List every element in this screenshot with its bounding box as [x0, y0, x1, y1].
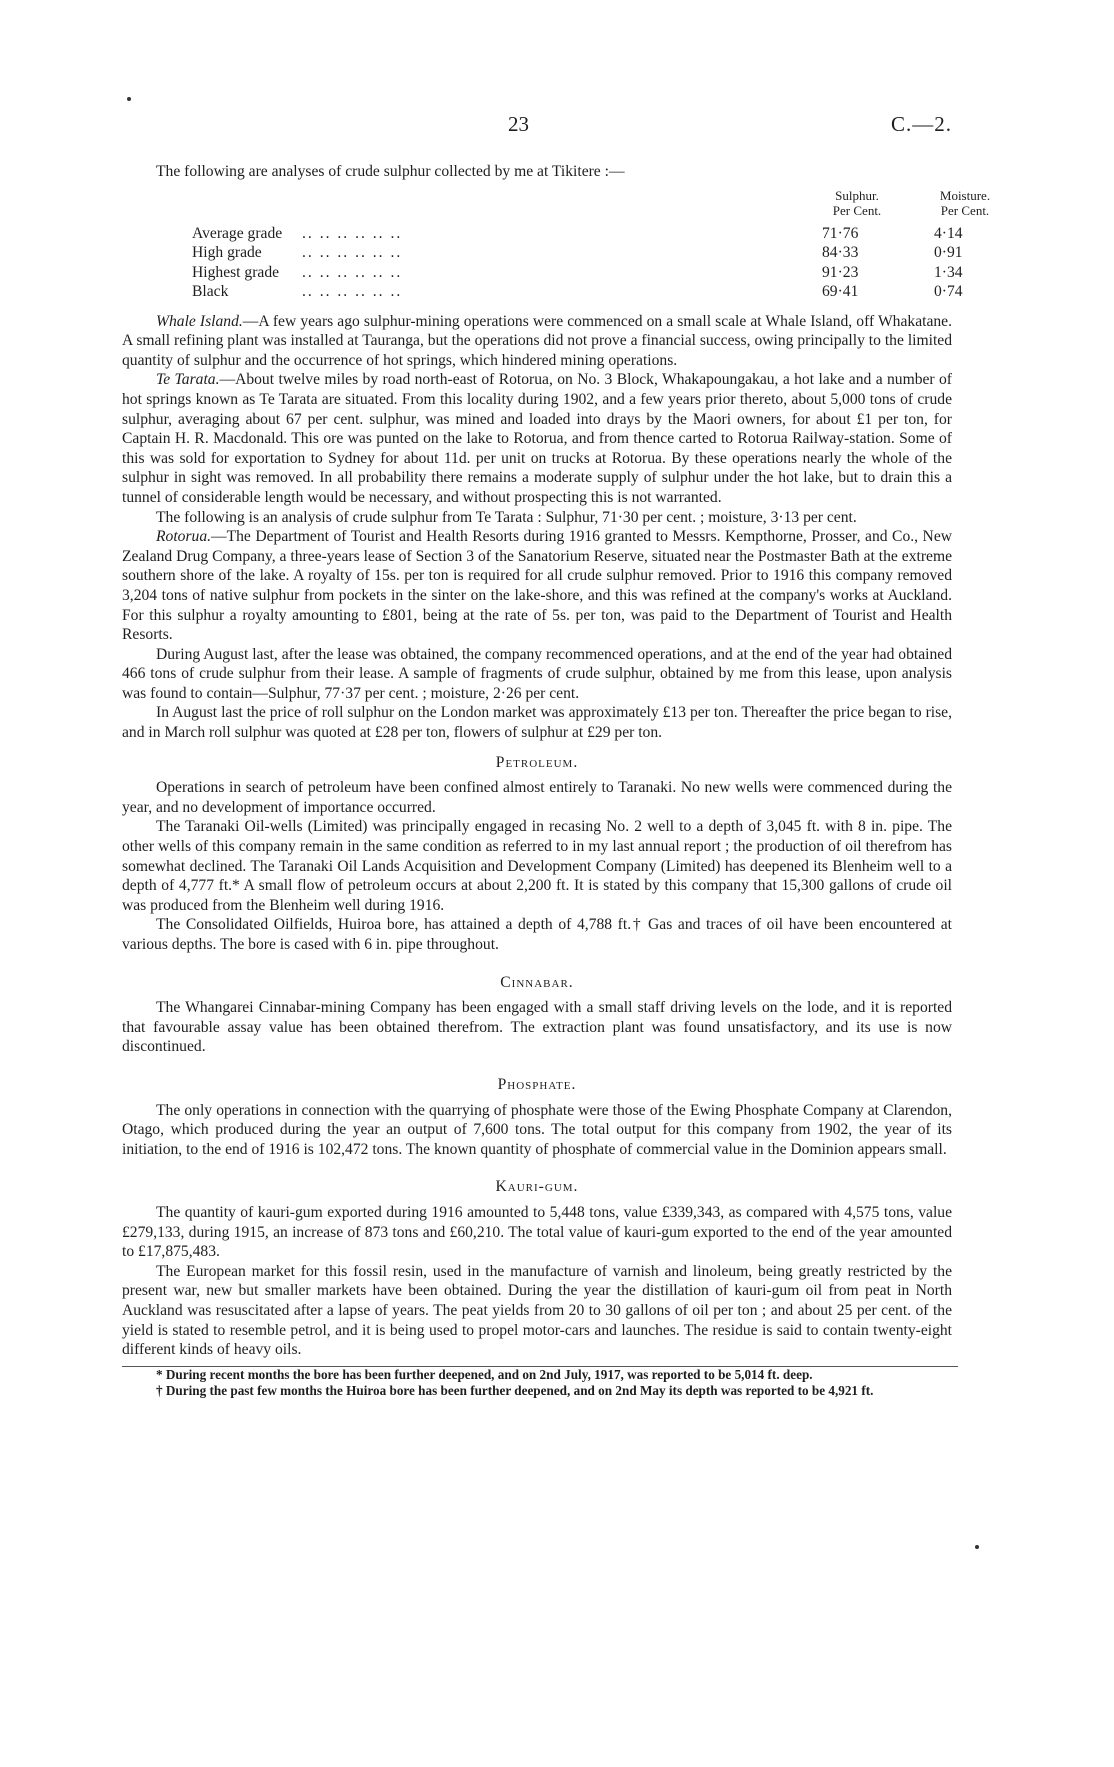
- leader-dots: .. .. .. .. .. ..: [302, 244, 403, 262]
- col-header-moisture: Moisture. Per Cent.: [939, 187, 991, 218]
- cinnabar-heading: Cinnabar.: [500, 973, 574, 991]
- leader-dots: .. .. .. .. .. ..: [302, 283, 403, 301]
- sulphur-analysis-table: [122, 187, 991, 312]
- cinnabar-paragraph: The Whangarei Cinnabar-mining Company has been engaged with a small staff driving levels on the lode, and it is reported that favourable assay value has been obtained therefrom. The extraction plant was found unsatisfactory, and its use is now discontinued.: [122, 999, 952, 1056]
- kauri-gum-paragraph-1: The quantity of kauri-gum exported during 1916 amounted to 5,448 tons, value £339,343, as compared with 4,575 tons, value £279,133, during 1915, an increase of 873 tons and £60,210. The total value of kauri-gum exported to the end of the year amounted to £17,875,483.: [122, 1203, 952, 1261]
- phosphate-paragraph: The only operations in connection with the quarrying of phosphate were those of the Ewing Phosphate Company at Clarendon, Otago, which produced during the year an output of 7,600 tons. The total output for this company from 1902, the year of its initiation, to the end of 1916 is 102,472 tons. The known quantity of phosphate of commercial value in the Dominion appears small.: [122, 1101, 952, 1158]
- margin-speck: [127, 97, 131, 101]
- rotorua-paragraph-2: During August last, after the lease was obtained, the company recommenced operations, and at the end of the year had obtained 466 tons of crude sulphur from their lease. A sample of fragments of crude sulphur, obtained by me from this lease, upon analysis was found to contain—Sulphur, 77·37 per cent. ; moisture, 2·26 per cent.: [122, 645, 952, 702]
- petroleum-paragraph-3: The Consolidated Oilfields, Huiroa bore, has attained a depth of 4,788 ft.† Gas and traces of oil have been encountered at various depths. The bore is cased with 6 in. pipe throughout.: [122, 916, 952, 953]
- col-header-sulphur: Sulphur. Per Cent.: [832, 187, 882, 218]
- te-tarata-paragraph: Te Tarata.—About twelve miles by road north-east of Rotorua, on No. 3 Block, Whakapoungakau, a hot lake and a number of hot springs known as Te Tarata are situated. From this locality during 1902, and a few years prior thereto, about 5,000 tons of crude sulphur, averaging about 67 per cent. sulphur, was mined and loaded into drays by the Maori owners, for about £1 per ton, for Captain H. R. Macdonald. This ore was punted on the lake to Rotorua, and from thence carted to Rotorua Railway-station. Some of this was sold for exportation to Sydney for about 11d. per unit on trucks at Rotorua. By these operations nearly the whole of the sulphur in sight was removed. In all probability there remains a moderate supply of sulphur under the hot lake, but to drain this a tunnel of considerable length would be necessary, and without prospecting this is not warranted.: [122, 371, 953, 506]
- petroleum-heading: Petroleum.: [495, 753, 579, 771]
- te-tarata-title: Te Tarata.: [156, 371, 220, 389]
- petroleum-paragraph-1: Operations in search of petroleum have been confined almost entirely to Taranaki. No new wells were commenced during the year, and no development of importance occurred.: [122, 779, 952, 816]
- footnote-2: † During the past few months the Huiroa bore has been further deepened, and on 2nd May its depth was reported to be 4,921 ft.: [156, 1382, 874, 1398]
- grade-label: Black: [192, 283, 229, 301]
- document-body: [122, 162, 991, 1399]
- rotorua-paragraph-3: In August last the price of roll sulphur on the London market was approximately £13 per ton. Thereafter the price began to rise, and in March roll sulphur was quoted at £28 per ton, flowers of sulphur at £29 per ton.: [122, 704, 952, 742]
- leader-dots: .. .. .. .. .. ..: [302, 263, 403, 281]
- kauri-gum-paragraph-2: The European market for this fossil resin, used in the manufacture of varnish and linoleum, being greatly restricted by the present war, new but smaller markets have been obtained. During the year the distillation of kauri-gum oil from peat in North Auckland was resuscitated after a lapse of years. The peat yields from 20 to 30 gallons of oil per ton ; and about 25 per cent. of the yield is stated to resemble petrol, and it is being used to propel motor-cars and launches. The residue is said to contain twenty-eight different kinds of heavy oils.: [122, 1262, 952, 1359]
- sulphur-intro: The following are analyses of crude sulphur collected by me at Tikitere :—: [156, 163, 625, 180]
- table-row: [192, 282, 963, 302]
- rotorua-paragraph: Rotorua.—The Department of Tourist and Health Resorts during 1916 granted to Messrs. Kempthorne, Prosser, and Co., New Zealand Drug Company, a three-years lease of Section 3 of the Sanatorium Reserve, situated near the Postmaster Bath at the extreme southern shore of the lake. A royalty of 15s. per ton is required for all crude sulphur removed. Prior to 1916 this company removed 3,204 tons of native sulphur from pockets in the sinter on the lake-shore, and this was refined at the company's works at Auckland. For this sulphur a royalty amounting to £801, being at the rate of 5s. per ton, was paid to the Department of Tourist and Health Resorts.: [122, 528, 952, 644]
- sulphur-value: 71·76: [822, 224, 859, 242]
- footnote-1: * During recent months the bore has been further deepened, and on 2nd July, 1917, was reported to be 5,014 ft. deep.: [156, 1366, 813, 1382]
- moisture-value: 0·74: [934, 283, 963, 301]
- sulphur-value: 84·33: [822, 244, 859, 262]
- margin-speck: [975, 1545, 979, 1549]
- table-row: [192, 224, 963, 244]
- whale-island-title: Whale Island.: [156, 312, 243, 330]
- moisture-value: 1·34: [934, 263, 963, 281]
- page-number: 23: [508, 112, 529, 136]
- rotorua-title: Rotorua.: [156, 528, 212, 546]
- grade-label: Average grade: [192, 224, 283, 242]
- moisture-value: 0·91: [934, 244, 963, 262]
- series-code: C.—2.: [890, 112, 952, 136]
- petroleum-paragraph-2: The Taranaki Oil-wells (Limited) was principally engaged in recasing No. 2 well to a depth of 3,045 ft. with 8 in. pipe. The other wells of this company remain in the same condition as referred to in my last annual report ; the production of oil therefrom has somewhat declined. The Taranaki Oil Lands Acquisition and Development Company (Limited) has deepened its Blenheim well to a depth of 4,777 ft.* A small flow of petroleum occurs at about 2,200 ft. It is stated by this company that 15,300 gallons of crude oil was produced from the Blenheim well during 1916.: [122, 818, 952, 914]
- moisture-value: 4·14: [934, 224, 963, 242]
- sulphur-value: 69·41: [822, 283, 859, 301]
- te-tarata-analysis: The following is an analysis of crude sulphur from Te Tarata : Sulphur, 71·30 per cent. ; moisture, 3·13 per cent.: [156, 508, 857, 526]
- sulphur-value: 91·23: [822, 263, 859, 281]
- grade-label: Highest grade: [192, 263, 280, 281]
- leader-dots: .. .. .. .. .. ..: [302, 224, 403, 242]
- grade-label: High grade: [192, 244, 262, 262]
- table-row: [192, 263, 963, 283]
- page-header: [0, 112, 1114, 142]
- table-row: [192, 243, 963, 263]
- kauri-gum-heading: Kauri-gum.: [495, 1178, 579, 1196]
- whale-island-paragraph: Whale Island.—A few years ago sulphur-mining operations were commenced on a small scale at Whale Island, off Whakatane. A small refining plant was installed at Tauranga, but the operations did not prove a financial success, owing principally to the limited quantity of sulphur and the occurrence of hot springs, which hindered mining operations.: [122, 312, 952, 369]
- phosphate-heading: Phosphate.: [497, 1075, 577, 1093]
